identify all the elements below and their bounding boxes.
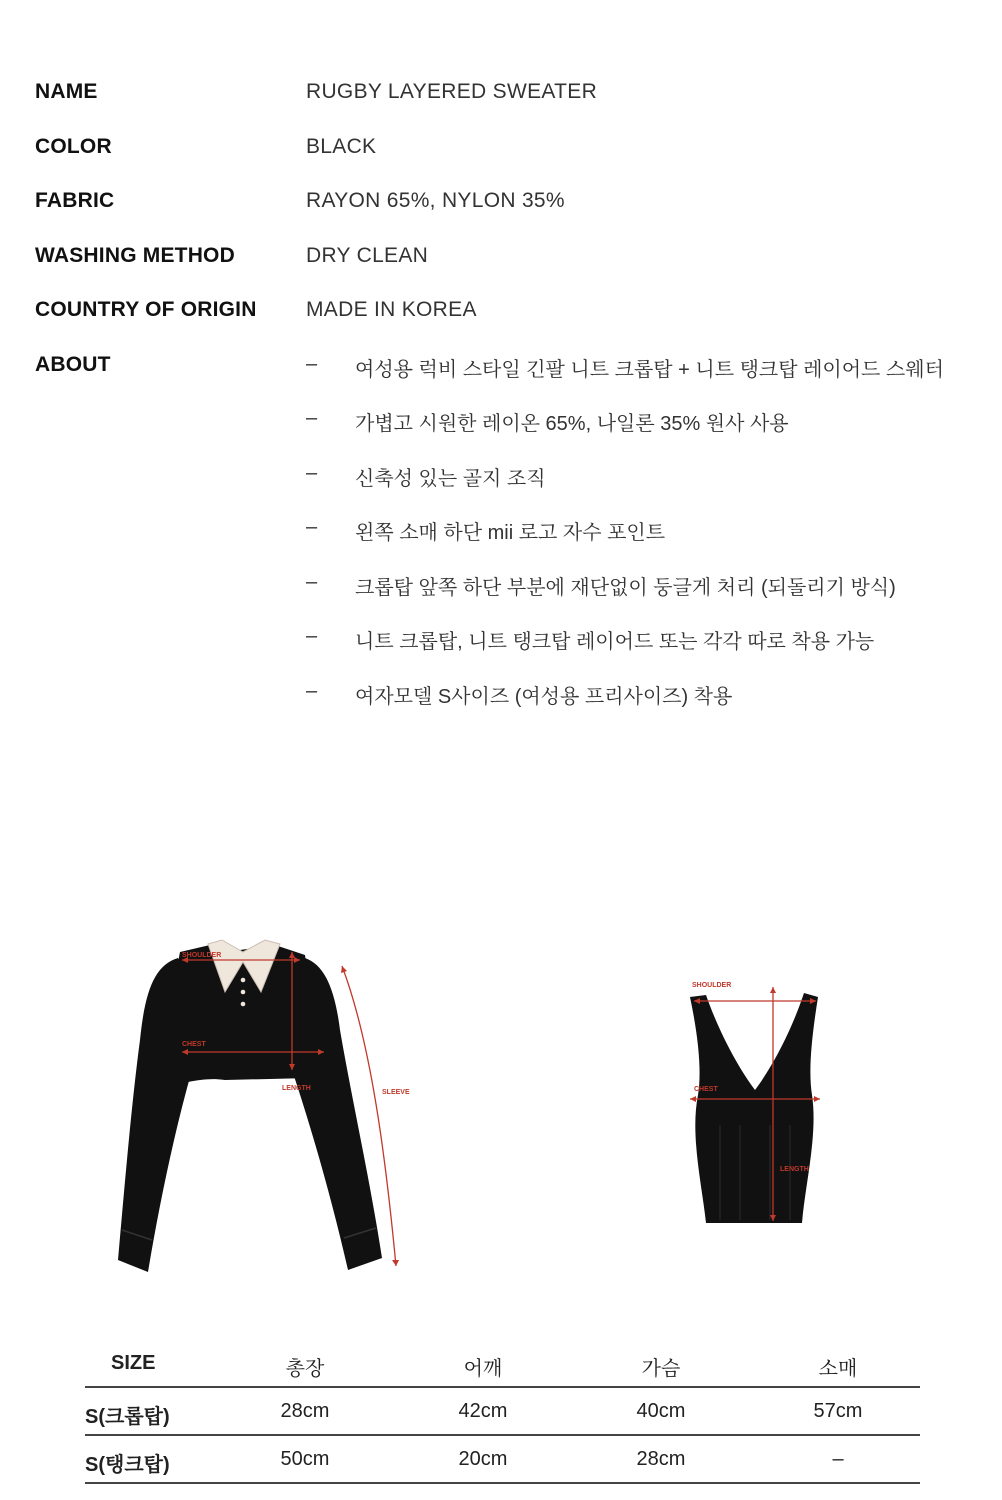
- about-item: [306, 516, 996, 546]
- table-cell: 28cm: [636, 1448, 686, 1470]
- about-label: ABOUT: [35, 353, 111, 376]
- table-cell: 20cm: [458, 1448, 508, 1470]
- dash-bullet: –: [306, 680, 318, 702]
- column-header: 소매: [818, 1358, 858, 1380]
- tank-body: [690, 993, 818, 1223]
- about-item: [306, 680, 996, 710]
- spec-value: MADE IN KOREA: [306, 298, 477, 321]
- spec-label: WASHING METHOD: [35, 244, 235, 267]
- spec-label: COLOR: [35, 135, 112, 158]
- button-icon: [241, 978, 246, 983]
- column-header: 총장: [285, 1358, 325, 1380]
- spec-value: RAYON 65%, NYLON 35%: [306, 189, 565, 212]
- table-cell: 28cm: [280, 1400, 330, 1422]
- about-item: [306, 462, 996, 492]
- table-cell: 50cm: [280, 1448, 330, 1470]
- table-row: [85, 1388, 920, 1436]
- about-text: 크롭탑 앞쪽 하단 부분에 재단없이 둥글게 처리 (되돌리기 방식): [355, 577, 896, 599]
- dash-bullet: –: [306, 407, 318, 429]
- spec-value: DRY CLEAN: [306, 244, 429, 267]
- about-text: 여자모델 S사이즈 (여성용 프리사이즈) 착용: [355, 686, 733, 708]
- spec-label: COUNTRY OF ORIGIN: [35, 298, 257, 321]
- size-table-header: [85, 1340, 920, 1388]
- size-table: [85, 1340, 920, 1484]
- shoulder-label: SHOULDER: [182, 952, 222, 959]
- spec-label: FABRIC: [35, 189, 115, 212]
- tank-top-illustration: [680, 975, 830, 1235]
- about-item: [306, 571, 996, 601]
- about-text: 왼쪽 소매 하단 mii 로고 자수 포인트: [355, 522, 666, 544]
- about-text: 니트 크롭탑, 니트 탱크탑 레이어드 또는 각각 따로 착용 가능: [355, 631, 875, 653]
- about-item: [306, 353, 996, 383]
- length-label: LENGTH: [282, 1085, 311, 1092]
- dash-bullet: –: [306, 462, 318, 484]
- button-icon: [241, 1002, 246, 1007]
- dash-bullet: –: [306, 353, 318, 375]
- dash-bullet: –: [306, 516, 318, 538]
- spec-value: RUGBY LAYERED SWEATER: [306, 80, 598, 103]
- about-item: [306, 625, 996, 655]
- sweater-body: [173, 945, 311, 1082]
- about-text: 여성용 럭비 스타일 긴팔 니트 크롭탑 + 니트 탱크탑 레이어드 스웨터: [355, 359, 944, 381]
- shoulder-label: SHOULDER: [692, 982, 732, 989]
- dash-bullet: –: [306, 625, 318, 647]
- sleeve-label: SLEEVE: [382, 1089, 410, 1096]
- spec-row-origin: [35, 298, 995, 328]
- table-cell: 57cm: [813, 1400, 863, 1422]
- spec-row-name: [35, 80, 995, 110]
- table-cell: 40cm: [636, 1400, 686, 1422]
- spec-row-color: [35, 135, 995, 165]
- spec-row-washing: [35, 244, 995, 274]
- size-header: SIZE: [111, 1352, 156, 1374]
- spec-value: BLACK: [306, 135, 377, 158]
- table-row: [85, 1436, 920, 1484]
- dash-bullet: –: [306, 571, 318, 593]
- column-header: 가슴: [641, 1358, 681, 1380]
- column-header: 어깨: [463, 1358, 503, 1380]
- row-label: S(탱크탑): [85, 1454, 170, 1476]
- table-cell: –: [832, 1448, 844, 1470]
- table-cell: 42cm: [458, 1400, 508, 1422]
- about-text: 가볍고 시원한 레이온 65%, 나일론 35% 원사 사용: [355, 413, 789, 435]
- about-text: 신축성 있는 골지 조직: [355, 468, 546, 490]
- crop-sweater-illustration: [100, 930, 430, 1290]
- chest-label: CHEST: [694, 1086, 718, 1093]
- about-item: [306, 407, 996, 437]
- button-icon: [241, 990, 246, 995]
- row-label: S(크롭탑): [85, 1406, 170, 1428]
- chest-label: CHEST: [182, 1041, 206, 1048]
- spec-row-fabric: [35, 189, 995, 219]
- spec-label: NAME: [35, 80, 98, 103]
- length-label: LENGTH: [780, 1166, 809, 1173]
